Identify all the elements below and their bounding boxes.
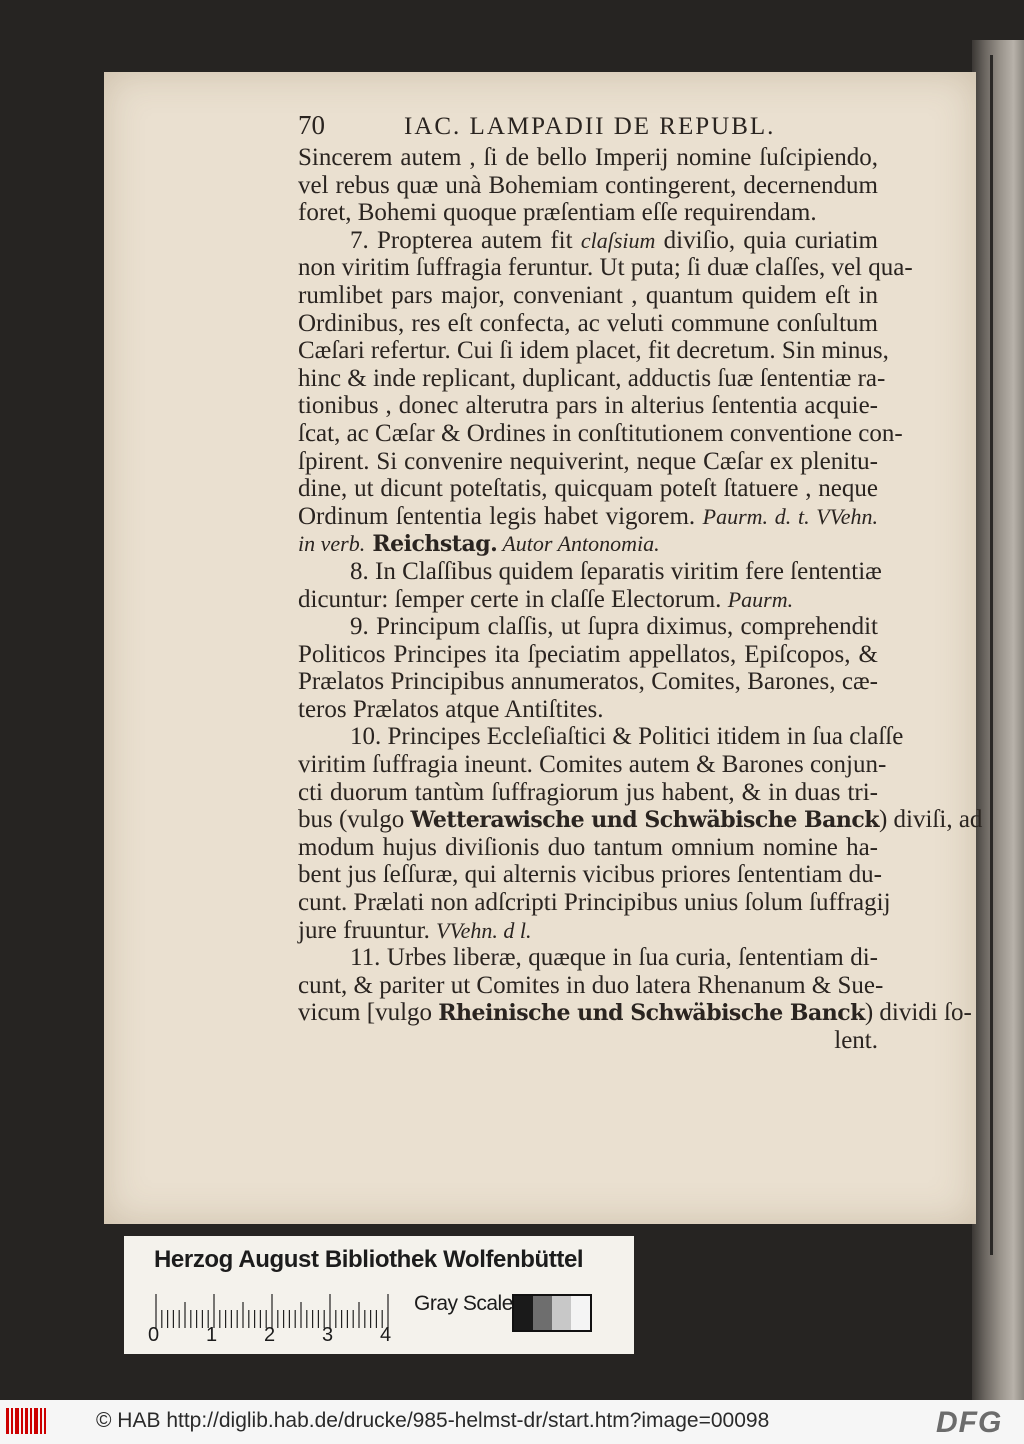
ruler-number: 3 xyxy=(322,1324,334,1346)
text-line xyxy=(298,172,878,200)
text-segment: Cæſari refertur. Cui ſi idem placet, fit decretum. Sin minus, xyxy=(298,337,889,365)
text-segment: ) diviſi, ad xyxy=(878,806,983,834)
scanned-page xyxy=(104,72,983,1224)
text-segment: bent jus ſeſſuræ, qui alternis vicibus priores ſententiam du- xyxy=(298,861,882,889)
running-head xyxy=(298,112,878,142)
text-segment: Ordinibus, res eſt confecta, ac veluti commune conſultum xyxy=(298,309,878,337)
text-line xyxy=(298,503,878,531)
gray-scale-label: Gray Scale xyxy=(414,1292,513,1315)
text-segment: bus (vulgo xyxy=(298,806,411,834)
text-segment: teros Prælatos atque Antiſtites. xyxy=(298,695,604,723)
gray-swatch xyxy=(514,1296,533,1330)
text-line xyxy=(298,641,878,669)
text-line xyxy=(298,282,878,310)
text-segment: tionibus , donec alterutra pars in alterius ſententia acquie- xyxy=(298,392,878,420)
text-segment: 8. In Claſſibus quidem ſeparatis viritim fere ſententiæ xyxy=(350,557,882,585)
text-segment: 11. Urbes liberæ, quæque in ſua curia, ſententiam di- xyxy=(350,944,878,972)
text-segment: Sincerem autem , ſi de bello Imperij nomine ſuſcipiendo, xyxy=(298,144,878,171)
text-segment: cunt, & pariter ut Comites in duo latera Rhenanum & Sue- xyxy=(298,971,884,999)
footer-bar xyxy=(0,1400,1024,1444)
text-segment: foret, Bohemi quoque præſentiam eſſe requirendam. xyxy=(298,199,817,227)
text-segment: Reichstag. xyxy=(365,531,498,558)
text-segment: dicuntur: ſemper certe in claſſe Electorum. xyxy=(298,585,728,613)
text-line xyxy=(298,419,903,448)
text-segment: claſsium xyxy=(580,227,656,253)
page-text xyxy=(298,110,983,1055)
text-segment: ſpirent. Si convenire nequiverint, neque Cæſar ex plenitu- xyxy=(298,447,878,475)
text-line xyxy=(298,337,889,365)
text-line xyxy=(298,668,878,696)
text-segment: diviſio, quia curiatim xyxy=(655,226,878,254)
text-segment: 7. Propterea autem fit xyxy=(350,226,581,254)
text-line xyxy=(298,475,878,503)
text-line xyxy=(298,586,878,614)
text-line xyxy=(298,199,878,227)
text-segment: lent. xyxy=(834,1027,878,1054)
text-segment: Ordinum ſententia legis habet vigorem. xyxy=(298,502,703,530)
text-line xyxy=(298,227,878,255)
text-segment: vicum [vulgo xyxy=(298,999,439,1027)
text-segment: viritim ſuffragia ineunt. Comites autem & Barones conjun- xyxy=(298,751,887,779)
ruler-icon xyxy=(154,1292,394,1328)
text-segment: modum hujus diviſionis duo tantum omnium nomine ha- xyxy=(298,833,878,861)
text-line xyxy=(298,392,878,420)
text-segment: jure fruuntur. xyxy=(298,916,437,944)
text-segment: dine, ut dicunt poteſtatis, quicquam poteſt ſtatuere , neque xyxy=(298,475,878,503)
text-line xyxy=(298,613,878,641)
page-number: 70 xyxy=(298,110,325,140)
text-line xyxy=(298,144,878,172)
text-line xyxy=(298,779,878,807)
text-segment: Paurm. d. t. VVehn. xyxy=(702,503,878,529)
barcode-icon xyxy=(6,1408,46,1434)
text-segment: Rheinische und Schwäbische Banck xyxy=(438,1000,865,1027)
text-line xyxy=(298,723,904,751)
text-line xyxy=(298,889,891,917)
text-segment: Autor Antonomia. xyxy=(497,531,660,557)
text-line xyxy=(298,944,878,972)
text-line xyxy=(298,310,878,338)
text-line xyxy=(298,861,882,889)
text-segment: hinc & inde replicant, duplicant, adductis ſuæ ſententiæ ra- xyxy=(298,364,886,392)
text-line xyxy=(298,254,913,282)
ruler-number: 2 xyxy=(264,1324,276,1346)
text-segment: ſcat, ac Cæſar & Ordines in conſtitutionem conventione con- xyxy=(298,419,903,447)
footer-permalink[interactable]: © HAB http://diglib.hab.de/drucke/985-helmst-dr/start.htm?image=00098 xyxy=(96,1409,770,1432)
ruler-number: 1 xyxy=(206,1324,218,1346)
text-line xyxy=(298,751,887,779)
ruler-number: 4 xyxy=(380,1324,392,1346)
text-segment: 9. Principum claſſis, ut ſupra diximus, comprehendit xyxy=(350,613,878,641)
book-edge-line xyxy=(990,55,993,1255)
text-segment: cti duorum tantùm ſuffragiorum jus habent, & in duas tri- xyxy=(298,778,878,806)
text-line xyxy=(298,917,878,945)
text-segment: Paurm. xyxy=(727,586,794,612)
library-name: Herzog August Bibliothek Wolfenbüttel xyxy=(154,1246,584,1273)
ruler-numbers xyxy=(148,1324,408,1350)
text-segment: rumlibet pars major, conveniant , quantum quidem eſt in xyxy=(298,281,878,309)
text-segment: in verb. xyxy=(298,531,366,557)
text-line xyxy=(298,696,878,724)
text-line xyxy=(298,448,878,476)
text-line xyxy=(298,557,882,586)
text-line xyxy=(298,364,886,393)
dfg-logo: DFG xyxy=(936,1406,1003,1439)
text-segment: VVehn. d l. xyxy=(436,917,532,943)
text-line xyxy=(298,530,878,558)
text-line xyxy=(298,1027,878,1055)
gray-scale-swatches xyxy=(512,1294,592,1332)
text-segment: ) dividi ſo- xyxy=(864,999,972,1027)
ruler-number: 0 xyxy=(148,1324,160,1346)
gray-swatch xyxy=(552,1296,571,1330)
text-segment: non viritim ſuffragia feruntur. Ut puta; ſi duæ claſſes, vel qua- xyxy=(298,254,913,282)
text-segment: vel rebus quæ unà Bohemiam contingerent, decernendum xyxy=(298,171,878,199)
text-line xyxy=(298,971,884,1000)
text-line xyxy=(298,834,878,862)
running-title: IAC. LAMPADII DE REPUBL. xyxy=(404,113,776,140)
text-segment: 10. Principes Eccleſiaſtici & Politici itidem in ſua claſſe xyxy=(350,723,904,751)
gray-swatch xyxy=(533,1296,552,1330)
text-segment: Politicos Principes ita ſpeciatim appellatos, Epiſcopos, & xyxy=(298,640,878,668)
text-lines xyxy=(298,144,983,1055)
text-segment: Prælatos Principibus annumeratos, Comites, Barones, cæ- xyxy=(298,668,878,696)
text-line xyxy=(298,999,972,1027)
book-edge xyxy=(972,40,1024,1440)
scale-card xyxy=(124,1236,634,1354)
text-segment: Wetterawische und Schwäbische Banck xyxy=(410,807,879,834)
gray-swatch xyxy=(571,1296,590,1330)
text-line xyxy=(298,806,983,834)
text-segment: cunt. Prælati non adſcripti Principibus unius ſolum ſuffragij xyxy=(298,889,891,917)
